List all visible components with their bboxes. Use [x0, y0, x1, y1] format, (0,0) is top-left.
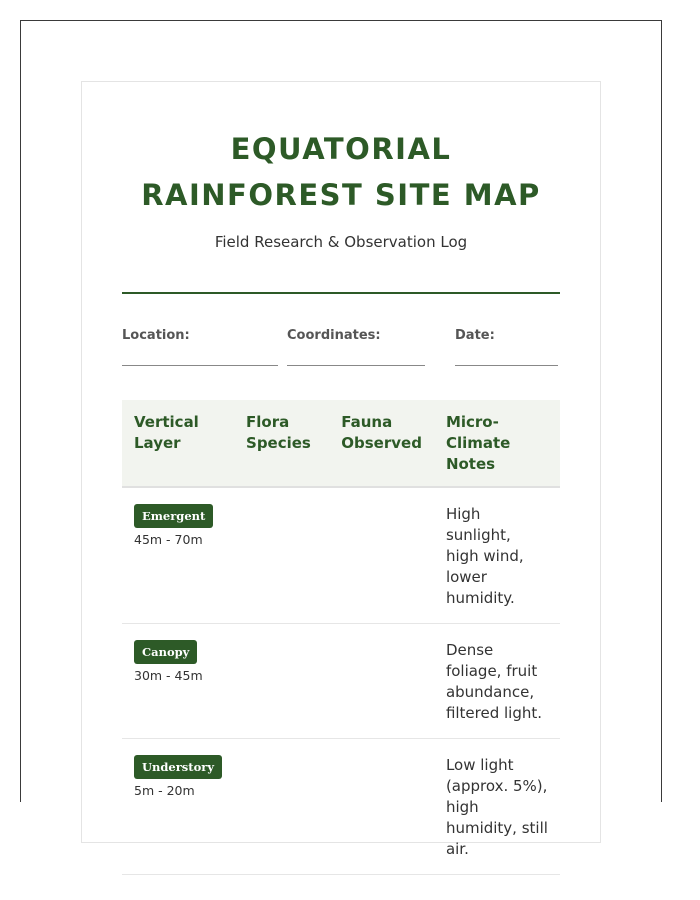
fauna-cell[interactable] — [329, 624, 434, 739]
document-sheet — [81, 81, 601, 858]
notes-cell: Dense foliage, fruit abundance, filtered light. — [434, 624, 560, 739]
title-divider — [122, 292, 560, 294]
layer-range: 5m - 20m — [134, 783, 195, 798]
layer-cell — [122, 624, 234, 739]
header-flora-species: Flora Species — [234, 400, 329, 487]
header-micro-climate-notes: Micro-Climate Notes — [434, 400, 560, 487]
header-vertical-layer: Vertical Layer — [122, 400, 234, 487]
page-title: EQUATORIAL RAINFOREST SITE MAP — [141, 132, 541, 212]
layer-badge: Understory — [134, 755, 222, 779]
flora-cell[interactable] — [234, 487, 329, 624]
date-input-line[interactable] — [455, 365, 558, 366]
coordinates-input-line[interactable] — [287, 365, 425, 366]
notes-cell: High sunlight, high wind, lower humidity. — [434, 487, 560, 624]
table-row — [122, 624, 560, 739]
layer-table — [122, 400, 560, 875]
layer-range: 30m - 45m — [134, 668, 203, 683]
coordinates-field[interactable] — [287, 328, 381, 343]
coordinates-label: Coordinates: — [287, 328, 381, 343]
layer-range: 45m - 70m — [134, 532, 203, 547]
layer-cell — [122, 487, 234, 624]
layer-badge: Canopy — [134, 640, 197, 664]
date-label: Date: — [455, 328, 495, 343]
date-field[interactable] — [455, 328, 495, 343]
location-label: Location: — [122, 328, 190, 343]
table-header-row — [122, 400, 560, 487]
flora-cell[interactable] — [234, 739, 329, 875]
table-row — [122, 487, 560, 624]
page-subtitle: Field Research & Observation Log — [214, 233, 468, 251]
layer-cell — [122, 739, 234, 875]
layer-badge: Emergent — [134, 504, 213, 528]
fauna-cell[interactable] — [329, 739, 434, 875]
table-row — [122, 739, 560, 875]
location-field[interactable] — [122, 328, 190, 343]
page-frame — [20, 20, 662, 858]
location-input-line[interactable] — [122, 365, 278, 366]
fauna-cell[interactable] — [329, 487, 434, 624]
notes-cell: Low light (approx. 5%), high humidity, still air. — [434, 739, 560, 875]
header-fauna-observed: Fauna Observed — [329, 400, 434, 487]
flora-cell[interactable] — [234, 624, 329, 739]
